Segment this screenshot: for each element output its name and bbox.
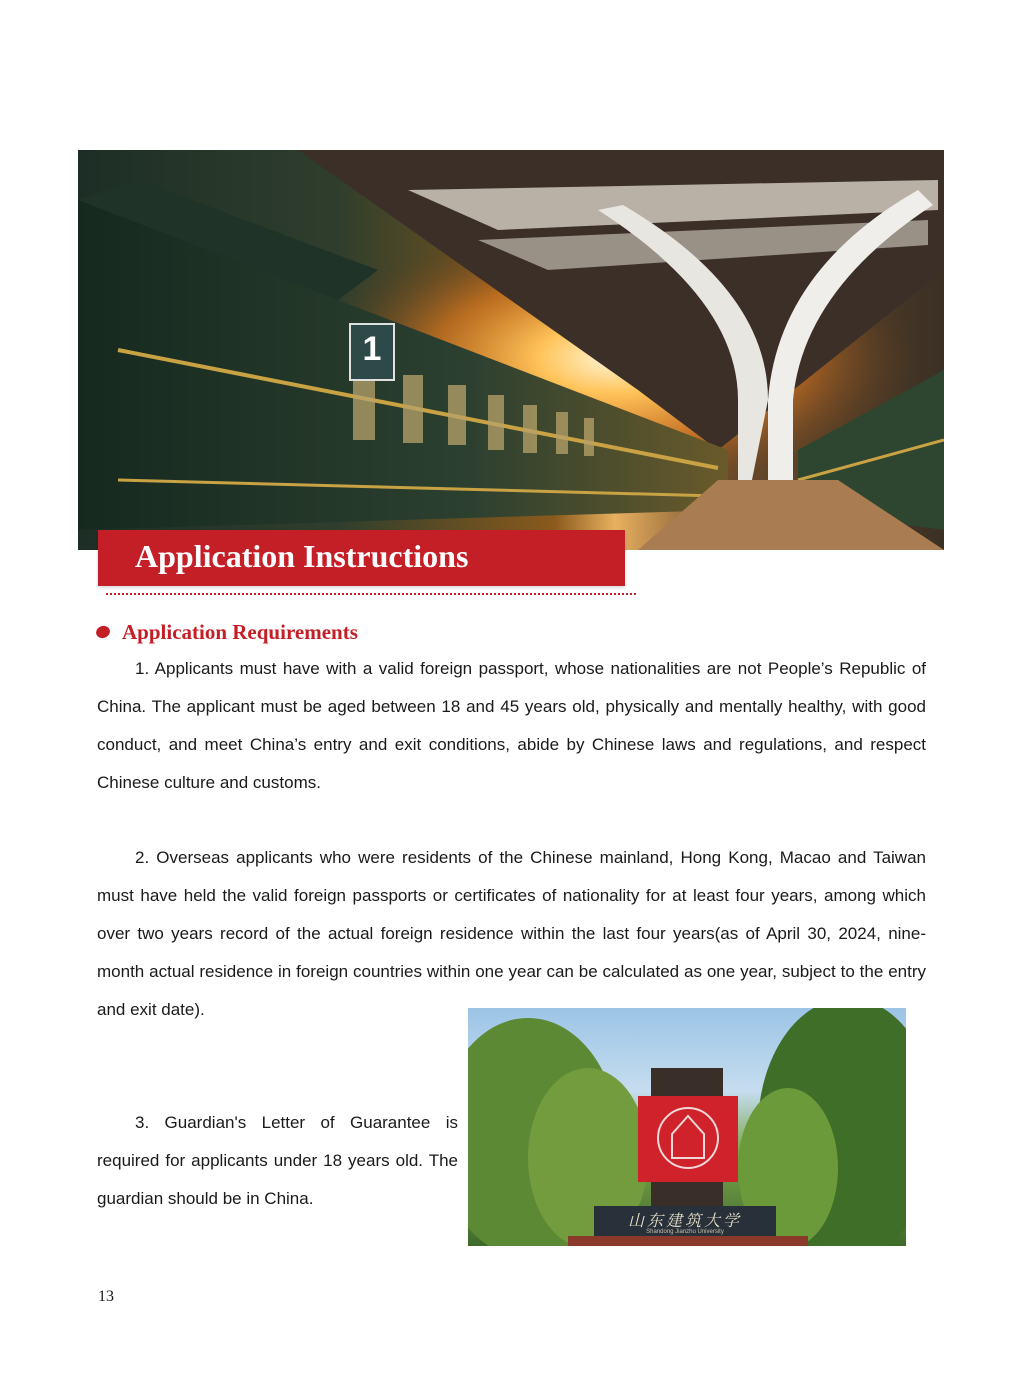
platform-sign-number: 1 — [362, 330, 382, 368]
dotted-divider — [106, 593, 636, 595]
section-title: Application Requirements — [122, 619, 358, 644]
gate-sign-text: 山东建筑大学 — [627, 1211, 742, 1230]
requirement-paragraph-3: 3. Guardian's Letter of Guarantee is required for applicants under 18 years old. The guardian should be in China. — [97, 1113, 458, 1208]
requirement-paragraph-2: 2. Overseas applicants who were residents of the Chinese mainland, Hong Kong, Macao and Taiwan must have held the valid foreign passports or certificates of nationality for at least four years, among which over two years record of the actual foreign residence within the last four years(as of April 30, 2024, nine-month actual residence in foreign countries within one year can be calculated as one year, subject to the entry and exit date). — [97, 848, 926, 1019]
page-title: Application Instructions — [135, 538, 469, 574]
section-heading — [96, 617, 358, 647]
requirement-paragraph-1: 1. Applicants must have with a valid foreign passport, whose nationalities are not People’s Republic of China. The applicant must be aged between 18 and 45 years old, physically and mentally healthy, with good conduct, and meet China’s entry and exit conditions, abide by Chinese laws and regulations, and respect Chinese culture and customs. — [97, 659, 926, 792]
gate-sign-subtext: Shandong Jianzhu University — [646, 1229, 724, 1235]
header-photo — [78, 150, 944, 550]
train-station-illustration — [78, 150, 944, 550]
university-gate-photo — [468, 1008, 906, 1246]
page-number: 13 — [98, 1288, 114, 1305]
bullet-icon — [94, 624, 111, 640]
title-banner — [98, 530, 625, 586]
